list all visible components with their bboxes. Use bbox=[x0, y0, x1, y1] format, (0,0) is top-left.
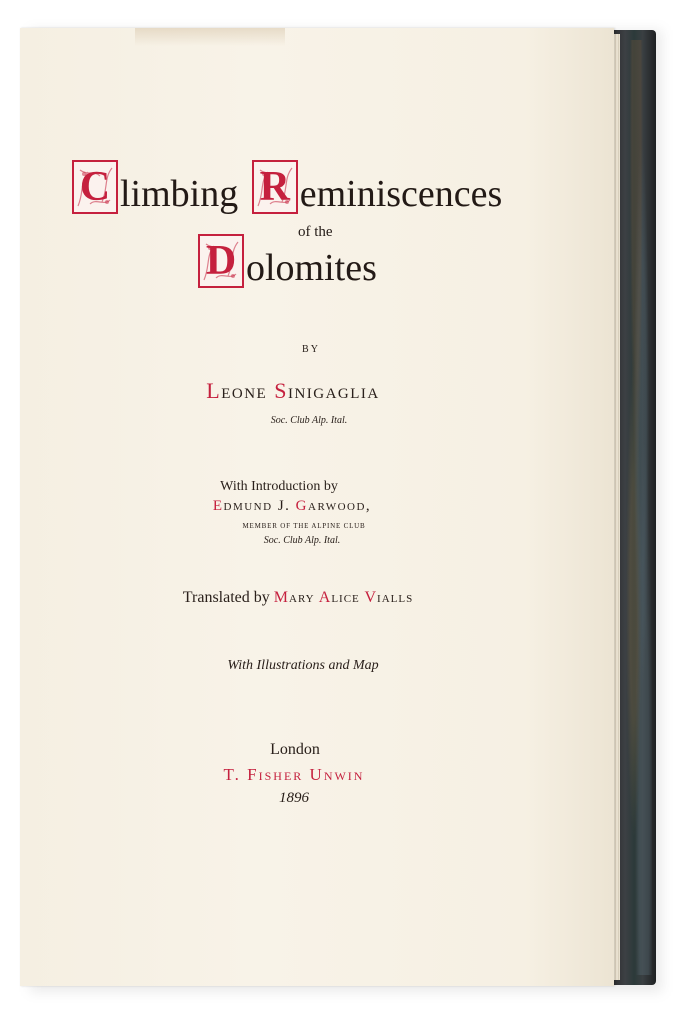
author-first-rest: eone bbox=[221, 378, 268, 403]
initial-letter: C bbox=[79, 164, 111, 210]
initial-letter: R bbox=[259, 164, 290, 210]
translator-line bbox=[183, 589, 413, 607]
decorated-initial-c bbox=[72, 160, 118, 214]
translator-name bbox=[274, 589, 413, 606]
translator-initial-1: M bbox=[273, 589, 289, 606]
introduction-membership: MEMBER OF THE ALPINE CLUB bbox=[242, 522, 366, 530]
intro-initial-1: E bbox=[212, 498, 224, 514]
intro-initial-2: G bbox=[295, 498, 309, 514]
by-label: BY bbox=[302, 344, 320, 355]
intro-rest-2: arwood, bbox=[308, 498, 372, 514]
introduction-affiliation: Soc. Club Alp. Ital. bbox=[263, 535, 341, 546]
publisher-rest-2: nwin bbox=[323, 765, 365, 784]
title-page bbox=[20, 28, 614, 986]
marbled-pattern bbox=[626, 40, 652, 975]
paper-stain bbox=[135, 28, 285, 46]
introduction-author bbox=[213, 498, 371, 515]
translator-rest-2: lice bbox=[331, 589, 365, 606]
illustrations-note: With Illustrations and Map bbox=[227, 658, 379, 673]
author-last-rest: inigaglia bbox=[287, 378, 380, 403]
title-word-reminiscences: eminiscences bbox=[299, 173, 503, 215]
author-name bbox=[206, 378, 380, 404]
translator-rest-1: ary bbox=[289, 589, 319, 606]
introduction-prefix: With Introduction by bbox=[220, 479, 338, 494]
title-line-1 bbox=[72, 160, 502, 214]
publisher-initial-2: U bbox=[309, 765, 324, 784]
translator-initial-2: A bbox=[318, 589, 332, 606]
title-line-3 bbox=[198, 234, 377, 288]
translator-rest-3: ialls bbox=[377, 589, 414, 606]
decorated-initial-r bbox=[252, 160, 298, 214]
title-connector: of the bbox=[298, 224, 333, 240]
title-word-dolomites: olomites bbox=[246, 247, 377, 289]
author-last-initial: S bbox=[274, 378, 288, 403]
publisher-initial-1: T. F bbox=[223, 765, 259, 784]
initial-letter: D bbox=[205, 238, 237, 284]
publisher-rest-1: isher bbox=[258, 765, 310, 784]
title-word-climbing: limbing bbox=[120, 173, 239, 215]
imprint-city: London bbox=[270, 741, 320, 758]
decorated-initial-d bbox=[198, 234, 244, 288]
author-affiliation: Soc. Club Alp. Ital. bbox=[270, 415, 348, 426]
author-first-initial: L bbox=[206, 378, 222, 403]
translator-initial-3: V bbox=[364, 589, 378, 606]
intro-rest-1: dmund J. bbox=[223, 498, 296, 514]
imprint-year: 1896 bbox=[279, 790, 309, 806]
imprint-publisher bbox=[224, 765, 365, 785]
translated-prefix: Translated by bbox=[182, 589, 274, 606]
